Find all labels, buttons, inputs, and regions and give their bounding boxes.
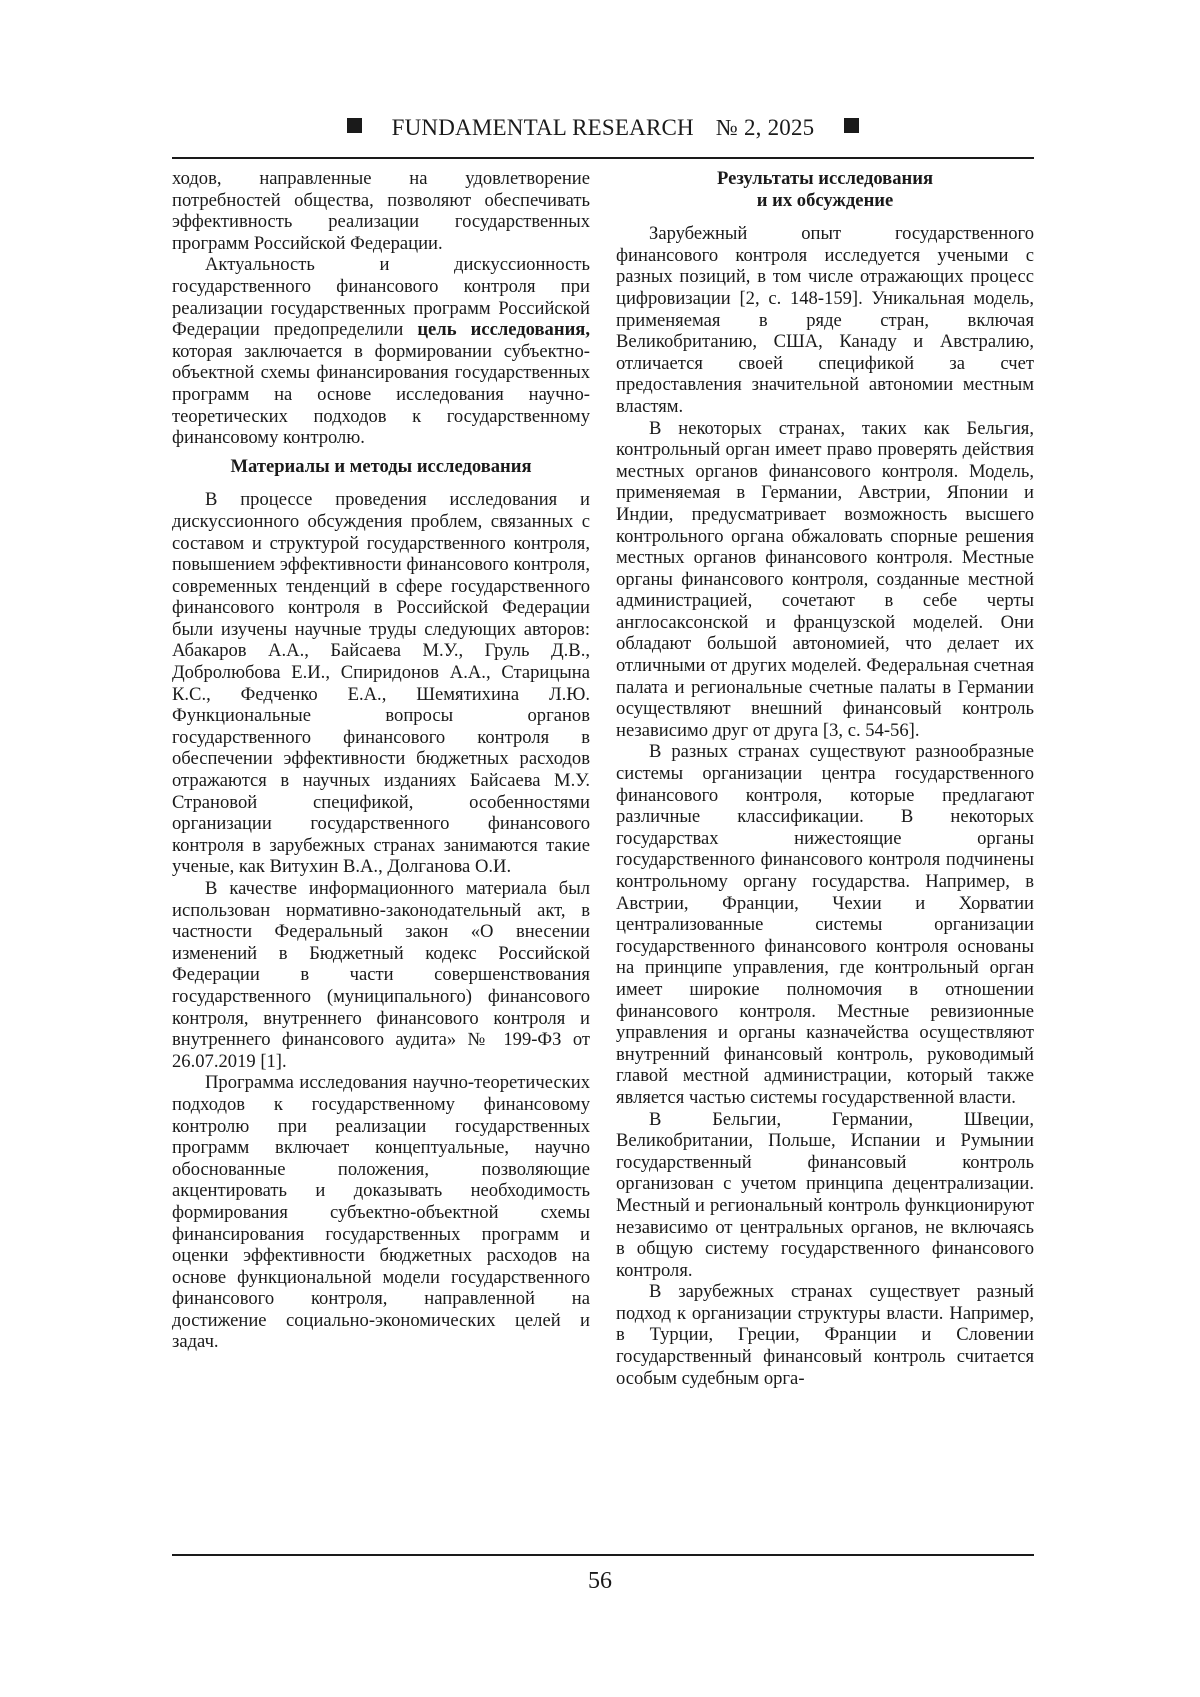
header-rule <box>172 157 1034 159</box>
square-bullet-icon <box>844 118 859 133</box>
section-heading: Материалы и методы исследования <box>230 455 532 477</box>
paragraph: В качестве информационного материала был использован нормативно-законодательный акт, в частности Федеральный закон «О внесении изменений в Бюджетный кодекс Российской Федерации в части совершенствования государственного (муниципального) финансового контроля, внутреннего финансового контроля и внутреннего финансового аудита» № 199-ФЗ от 26.07.2019 [1]. <box>172 878 590 1072</box>
paragraph: Зарубежный опыт государственного финансового контроля исследуется учеными с разных позиций, в том числе отражающих процесс цифровизации [2, с. 148-159]. Уникальная модель, применяемая в ряде стран, включая Великобританию, США, Канаду и Австралию, отличается своей спецификой за счет предоставления значительной автономии местным властям. <box>616 223 1034 417</box>
right-column <box>616 168 1034 1389</box>
issue-number: № 2, 2025 <box>715 115 815 140</box>
square-bullet-icon <box>347 118 362 133</box>
text-run: которая заключается в формировании субъектно-объектной схемы финансирования государственных программ на основе исследования научно-теоретических подходов к государственному финансовому контролю. <box>172 340 590 449</box>
paragraph: В зарубежных странах существует разный подход к организации структуры власти. Например, в Турции, Греции, Франции и Словении государственный финансовый контроль считается особым судебным орга- <box>616 1281 1034 1389</box>
text-run: Актуальность и дискуссионность государственного финансового контроля при реализации государственных программ Российской Федерации предопределили <box>172 254 590 341</box>
section-heading <box>616 168 1034 211</box>
emphasis-text: цель исследования, <box>417 319 590 341</box>
running-header <box>172 113 1034 143</box>
paragraph: Программа исследования научно-теоретических подходов к государственному финансовому контролю при реализации государственных программ включает концептуальные, научно обоснованные положения, позволяющие акцентировать и доказывать необходимость формирования субъектно-объектной схемы финансирования государственных программ и оценки эффективности бюджетных расходов на основе функциональной модели государственного финансового контроля, направленной на достижение социально-экономических целей и задач. <box>172 1072 590 1353</box>
paragraph: В процессе проведения исследования и дискуссионного обсуждения проблем, связанных с составом и структурой государственного контроля, повышением эффективности финансового контроля, современных тенденций в сфере государственного финансового контроля в Российской Федерации были изучены научные труды следующих авторов: Абакаров А.А., Байсаева М.У., Груль Д.В., Добролюбова Е.И., Спиридонов А.А., Старицына К.С., Федченко Е.А., Шемятихина Л.Ю. Функциональные вопросы органов государственного финансового контроля в обеспечении эффективности бюджетных расходов отражаются в научных изданиях Байсаева М.У. Страновой спецификой, особенностями организации государственного финансового контроля в зарубежных странах занимаются такие ученые, как Витухин В.А., Долганова О.И. <box>172 489 590 878</box>
page-number: 56 <box>588 1568 612 1594</box>
section-heading-line: Результаты исследования <box>716 168 934 189</box>
paragraph: ходов, направленные на удовлетворение потребностей общества, позволяют обеспечивать эффективность реализации государственных программ Российской Федерации. <box>172 168 590 254</box>
journal-title: FUNDAMENTAL RESEARCH <box>391 115 694 140</box>
paragraph: В некоторых странах, таких как Бельгия, контрольный орган имеет право проверять действия местных органов финансового контроля. Модель, применяемая в Германии, Австрии, Японии и Индии, предусматривает возможность высшего контрольного органа обжаловать спорные решения местных органов финансового контроля. Местные органы финансового контроля, созданные местной администрацией, сочетают в себе черты англосаксонской и французской моделей. Они обладают большой автономией, что делает их отличными от других моделей. Федеральная счетная палата и региональные счетные палаты в Германии осуществляют внешний финансовый контроль независимо друг от друга [3, с. 54-56]. <box>616 417 1034 741</box>
paragraph: В Бельгии, Германии, Швеции, Великобритании, Польше, Испании и Румынии государственный финансовый контроль организован с учетом принципа децентрализации. Местный и региональный контроль функционируют независимо от центральных органов, не включаясь в общую систему государственного финансового контроля. <box>616 1108 1034 1281</box>
footer-rule <box>172 1554 1034 1556</box>
left-column <box>172 168 590 1353</box>
paragraph: В разных странах существуют разнообразные системы организации центра государственного финансового контроля, которые предлагают различные классификации. В некоторых государствах нижестоящие органы государственного финансового контроля подчинены контрольному органу государства. Например, в Австрии, Франции, Чехии и Хорватии централизованные системы организации государственного финансового контроля основаны на принципе управления, где контрольный орган имеет широкие полномочия в отношении финансового контроля. Местные ревизионные управления и органы казначейства осуществляют внутренний финансовый контроль, руководимый главой местной администрации, который также является частью системы государственной власти. <box>616 741 1034 1108</box>
section-heading-line: и их обсуждение <box>756 189 894 211</box>
paragraph <box>172 254 590 448</box>
